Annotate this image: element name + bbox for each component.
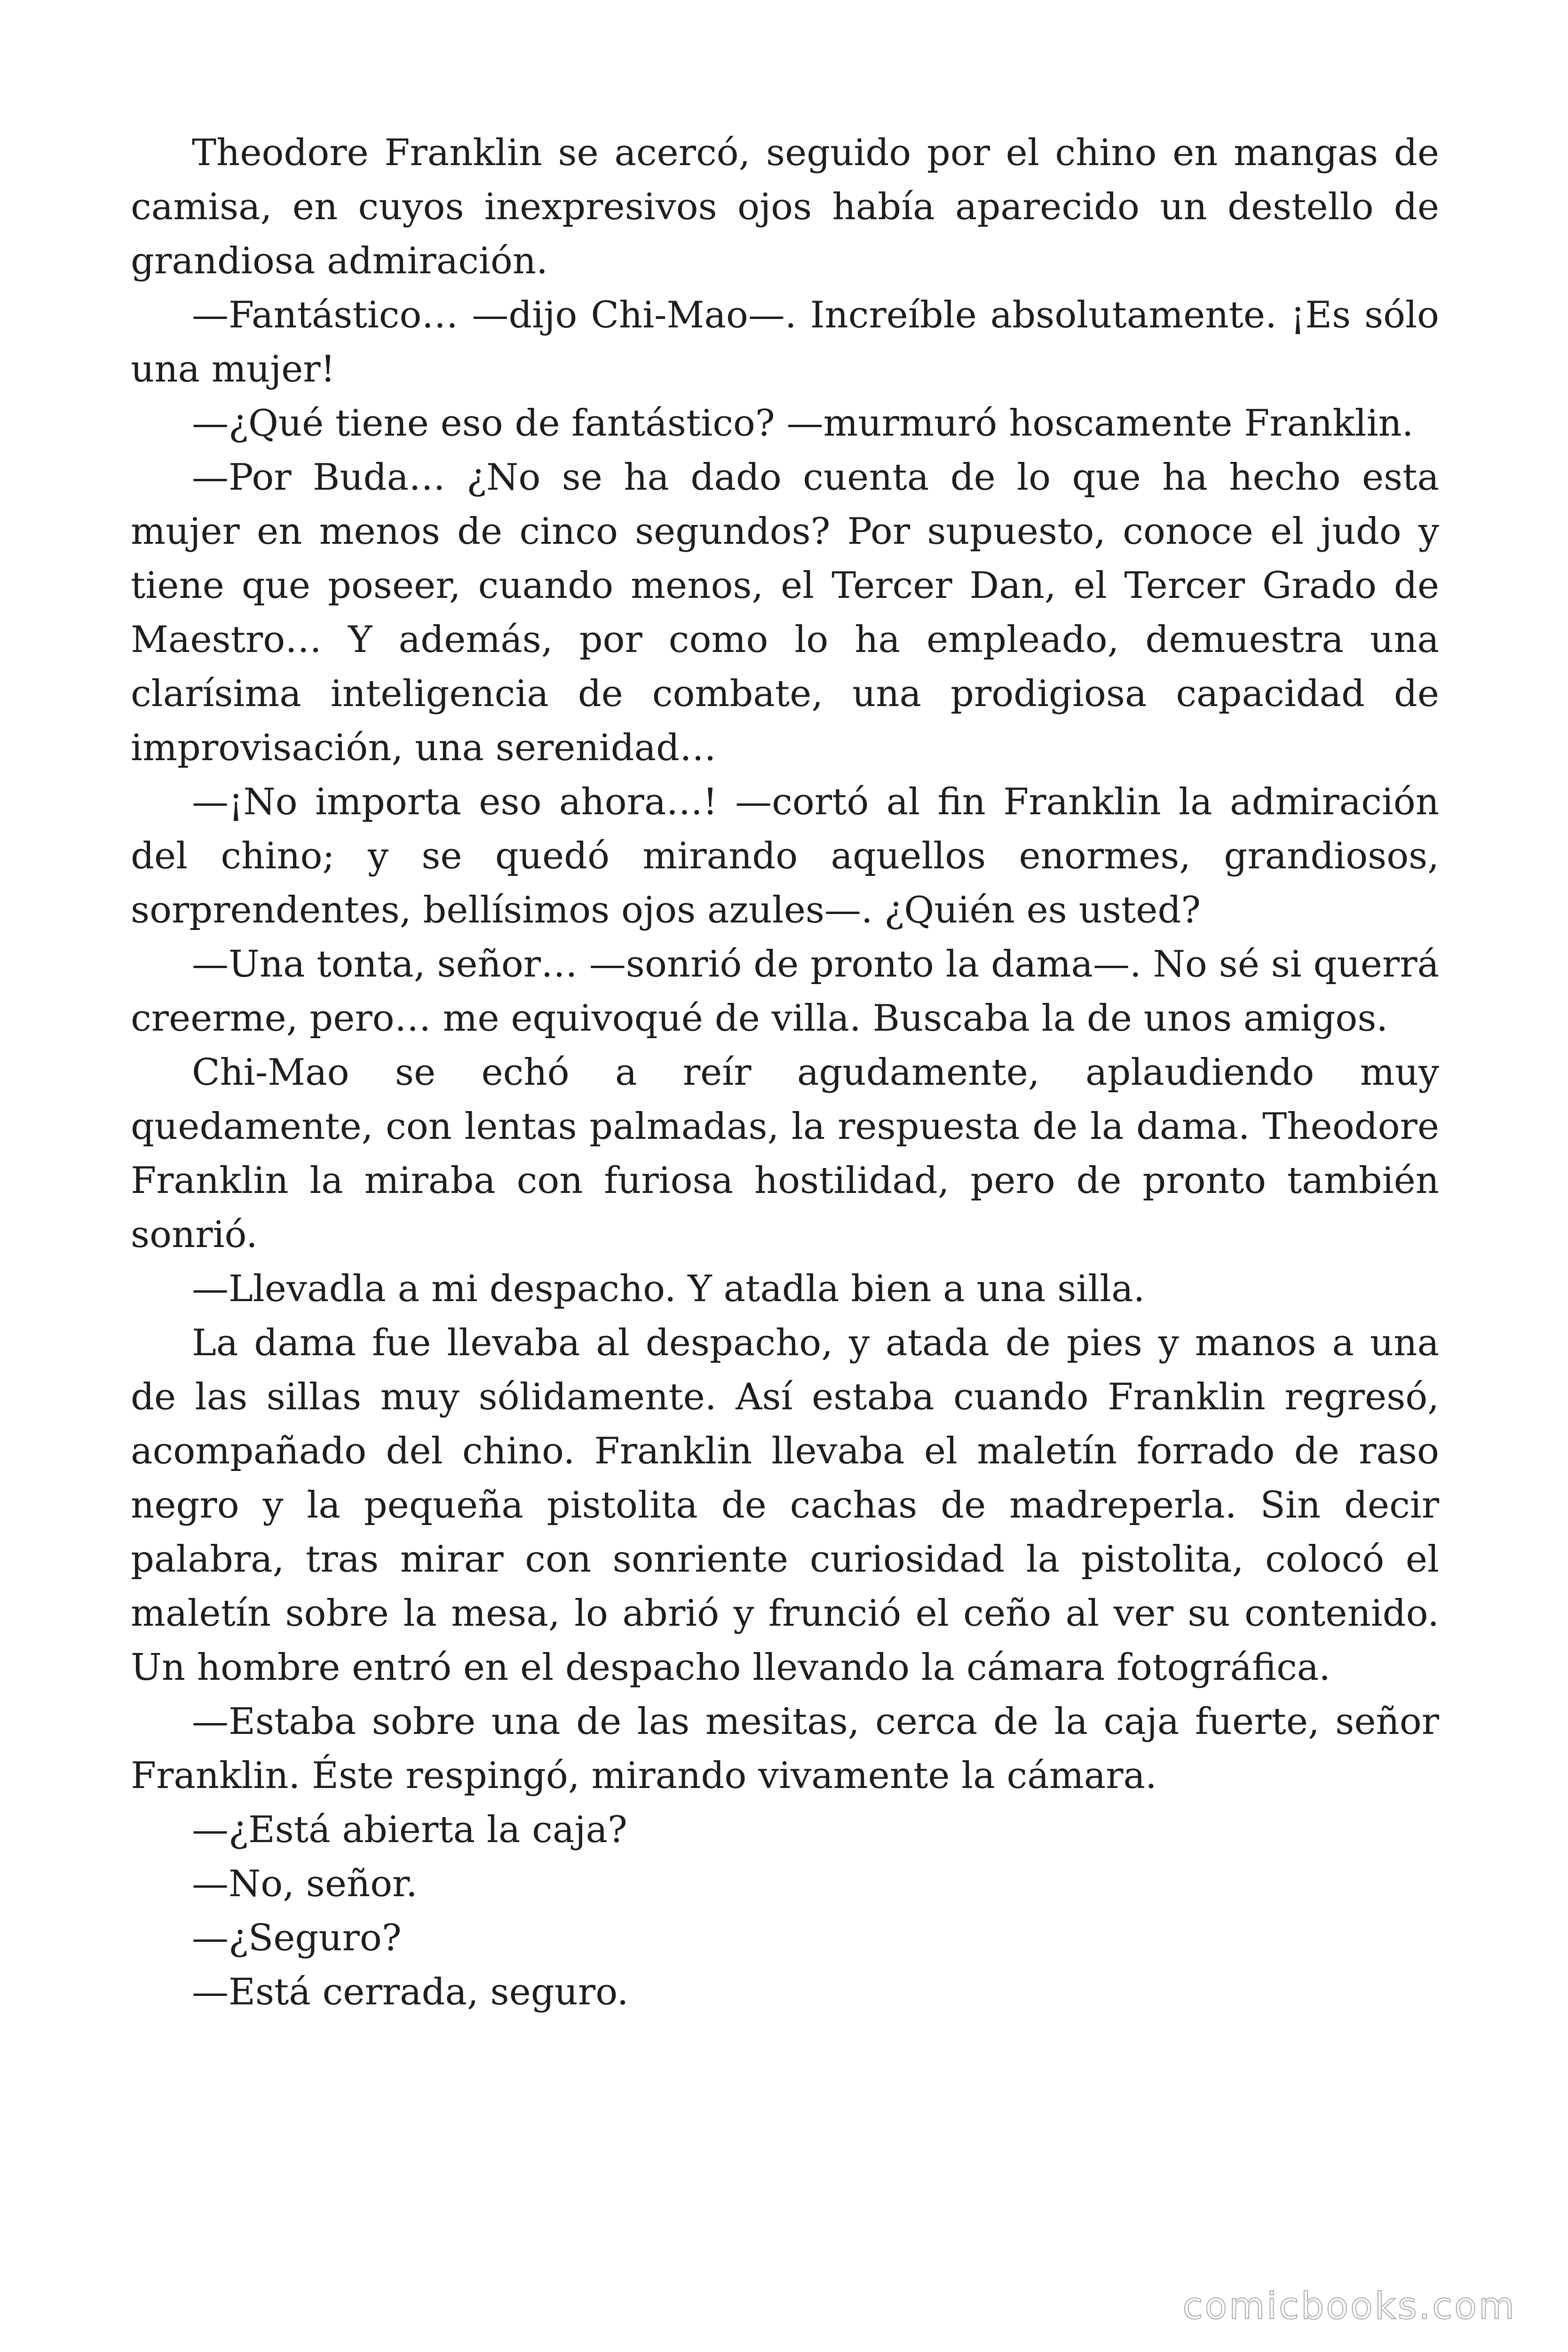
paragraph-13: —¿Seguro?: [192, 1917, 402, 1959]
watermark: comicbooks.com: [1182, 2285, 1516, 2328]
paragraph-2: —Fantástico… —dijo Chi-Mao—. Increíble absolutamente. ¡Es sólo una mujer!: [131, 294, 1439, 390]
paragraph-6: —Una tonta, señor… —sonrió de pronto la dama—. No sé si querrá creerme, pero… me equivoqué de villa. Buscaba la de unos amigos.: [131, 943, 1439, 1040]
paragraph-10: —Estaba sobre una de las mesitas, cerca de la caja fuerte, señor Franklin. Éste respingó, mirando vivamente la cámara.: [131, 1700, 1439, 1797]
paragraph-14: —Está cerrada, seguro.: [192, 1971, 629, 2013]
paragraph-7: Chi-Mao se echó a reír agudamente, aplaudiendo muy quedamente, con lentas palmadas, la respuesta de la dama. Theodore Franklin la miraba con furiosa hostilidad, pero de pronto también sonrió.: [131, 1051, 1439, 1256]
paragraph-12: —No, señor.: [192, 1863, 418, 1905]
paragraph-8: —Llevadla a mi despacho. Y atadla bien a una silla.: [192, 1268, 1145, 1310]
paragraph-9: La dama fue llevaba al despacho, y atada de pies y manos a una de las sillas muy sólidamente. Así estaba cuando Franklin regresó, acompañado del chino. Franklin llevaba el maletín forrado de raso negro y la pequeña pistolita de cachas de madreperla. Sin decir palabra, tras mirar con sonriente curiosidad la pistolita, colocó el maletín sobre la mesa, lo abrió y frunció el ceño al ver su contenido. Un hombre entró en el despacho llevando la cámara fotográfica.: [131, 1322, 1439, 1689]
paragraph-4: —Por Buda… ¿No se ha dado cuenta de lo que ha hecho esta mujer en menos de cinco segundos? Por supuesto, conoce el judo y tiene que poseer, cuando menos, el Tercer Dan, el Tercer Grado de Maestro… Y además, por como lo ha empleado, demuestra una clarísima inteligencia de combate, una prodigiosa capacidad de improvisación, una serenidad…: [131, 456, 1439, 769]
body-text: [131, 126, 1439, 2019]
paragraph-3: —¿Qué tiene eso de fantástico? —murmuró hoscamente Franklin.: [192, 402, 1414, 445]
paragraph-11: —¿Está abierta la caja?: [192, 1809, 627, 1851]
paragraph-1: Theodore Franklin se acercó, seguido por el chino en mangas de camisa, en cuyos inexpresivos ojos había aparecido un destello de grandiosa admiración.: [131, 132, 1439, 282]
paragraph-5: —¡No importa eso ahora…! —cortó al fin Franklin la admiración del chino; y se quedó mirando aquellos enormes, grandiosos, sorprendentes, bellísimos ojos azules—. ¿Quién es usted?: [131, 781, 1439, 931]
